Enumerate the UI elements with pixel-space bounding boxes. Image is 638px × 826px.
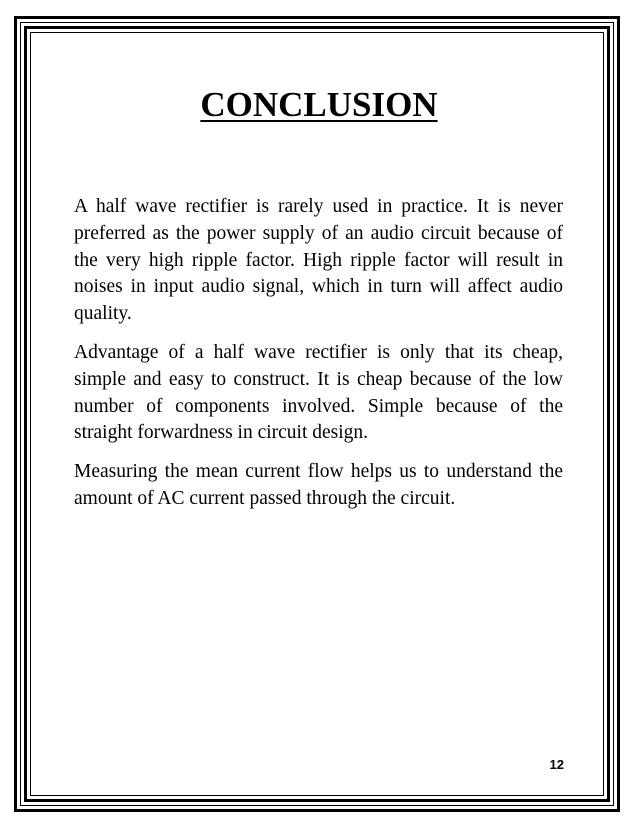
body-text [74, 194, 563, 525]
page-number: 12 [549, 757, 564, 772]
paragraph-3: Measuring the mean current flow helps us to understand the amount of AC current passed through the circuit. [74, 461, 563, 509]
page-title: CONCLUSION [200, 85, 438, 124]
paragraph-2: Advantage of a half wave rectifier is only that its cheap, simple and easy to construct. It is cheap because of the low number of components involved. Simple because of the straight forwardness in circuit design. [74, 341, 563, 444]
paragraph-1: A half wave rectifier is rarely used in practice. It is never preferred as the power supply of an audio circuit because of the very high ripple factor. High ripple factor will result in noises in input audio signal, which in turn will affect audio quality. [74, 196, 563, 325]
